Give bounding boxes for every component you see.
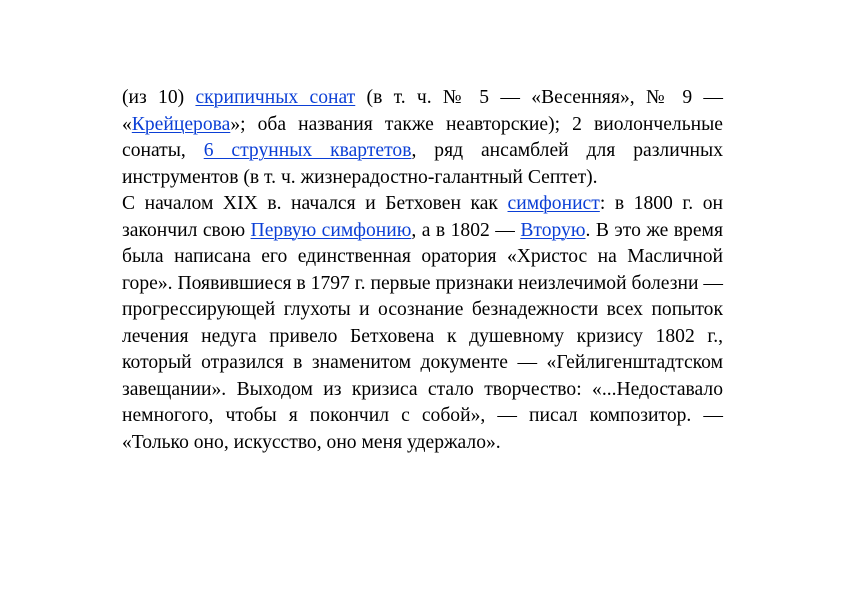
paragraph-symphonist	[122, 191, 723, 456]
document-page	[122, 85, 723, 456]
text-segment: , а в 1802 —	[411, 219, 521, 241]
link-string-quartets[interactable]: 6 струнных квартетов	[203, 140, 412, 161]
text-segment: С началом XIX в. начался и Бетховен как	[122, 193, 508, 214]
text-segment: (из 10)	[122, 87, 196, 108]
text-segment: »; оба названия также неавторские); 2 виолончельные сонаты,	[122, 113, 723, 161]
text-segment: : в 1800 г. он закончил свою	[122, 193, 723, 241]
text-segment: . В это же время была написана его единственная оратория «Христос на Масличной горе». Появившиеся в 1797 г. первые признаки неизлечимой болезни — прогрессирующей глухоты и осознание безнадежности всех попыток лечения недуга привело Бетховена к душевному кризису 1802 г., который отразился в знаменитом документе — «Гейлигенштадтском завещании». Выходом из кризиса стало творчество: «...Недоставало немногого, чтобы я покончил с собой», — писал композитор. — «Только оно, искусство, оно меня удержало».	[122, 219, 723, 453]
link-kreutzer-sonata[interactable]: Крейцерова	[131, 113, 231, 135]
text-segment: (в т. ч. № 5 — «Весенняя», № 9 — «	[122, 87, 723, 135]
link-violin-sonatas[interactable]: скрипичных сонат	[195, 87, 356, 108]
paragraph-chamber-works	[122, 85, 723, 191]
link-second-symphony[interactable]: Вторую	[520, 219, 586, 241]
link-symphonist[interactable]: симфонист	[507, 193, 600, 214]
link-first-symphony[interactable]: Первую симфонию	[250, 219, 412, 241]
text-segment: , ряд ансамблей для различных инструментов (в т. ч. жизнерадостно-галантный Септет).	[122, 140, 723, 188]
